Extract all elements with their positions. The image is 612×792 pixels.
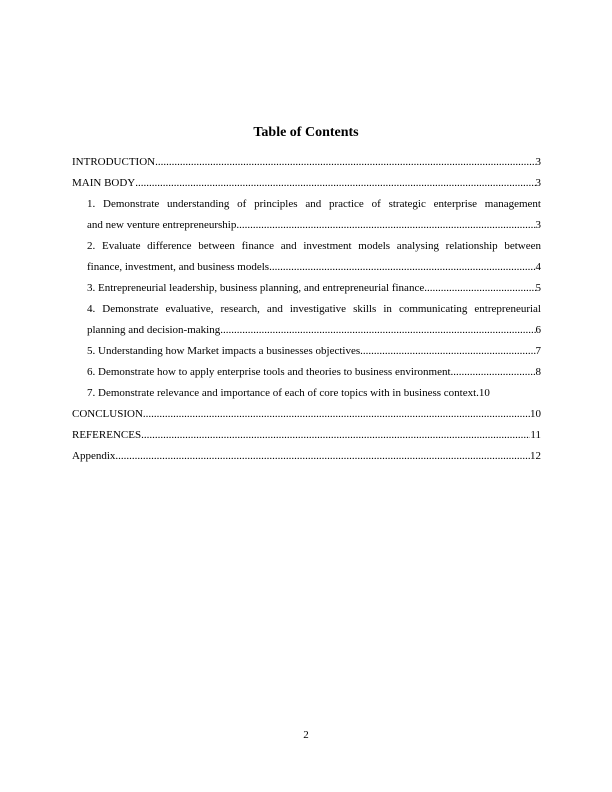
- toc-entry-label: 5. Understanding how Market impacts a businesses objectives: [87, 345, 361, 357]
- toc-page-number: 4: [535, 261, 541, 273]
- toc-page-number: 3: [535, 219, 541, 231]
- toc-entry-references[interactable]: [72, 425, 541, 446]
- toc-entry-label: CONCLUSION: [72, 408, 143, 420]
- toc-page-number: 7: [535, 345, 541, 357]
- toc-entry-line: 1. Demonstrate understanding of principles and practice of strategic enterprise management: [87, 198, 541, 210]
- toc-entry-line: 2. Evaluate difference between finance and investment models analysing relationship between: [87, 240, 541, 252]
- toc-page-number: 11: [530, 429, 541, 441]
- toc-page-number: 5: [535, 282, 541, 294]
- toc-entry-label: Appendix: [72, 450, 116, 462]
- page-number-footer: 2: [303, 729, 309, 741]
- toc-entry-label: INTRODUCTION: [72, 156, 156, 168]
- toc-entry-section-1[interactable]: [72, 194, 541, 236]
- toc-entry-section-4[interactable]: [72, 299, 541, 341]
- toc-entry-section-2[interactable]: [72, 236, 541, 278]
- leader-dots: [141, 425, 530, 446]
- toc-entry-section-7[interactable]: [72, 383, 541, 404]
- toc-entry-label: 6. Demonstrate how to apply enterprise tools and theories to business environment: [87, 366, 451, 378]
- toc-entry-section-5[interactable]: [72, 341, 541, 362]
- toc-entry-conclusion[interactable]: [72, 404, 541, 425]
- table-of-contents: [72, 152, 541, 467]
- toc-title: Table of Contents: [253, 125, 359, 140]
- toc-entry-main-body[interactable]: [72, 173, 541, 194]
- leader-dots: [451, 362, 536, 383]
- toc-page-number: 10: [530, 408, 541, 420]
- toc-entry-section-6[interactable]: [72, 362, 541, 383]
- leader-dots: [115, 446, 530, 467]
- leader-dots: [220, 320, 535, 341]
- toc-entry-label: and new venture entrepreneurship: [87, 219, 237, 231]
- toc-page-number: 3: [535, 177, 541, 189]
- toc-entry-line: 4. Demonstrate evaluative, research, and investigative skills in communicating entrepreneurial: [87, 303, 541, 315]
- leader-dots: [269, 257, 535, 278]
- toc-entry-label: REFERENCES: [72, 429, 142, 441]
- toc-page-number: 12: [530, 450, 541, 462]
- toc-entry-introduction[interactable]: [72, 152, 541, 173]
- toc-entry-appendix[interactable]: [72, 446, 541, 467]
- toc-entry-section-3[interactable]: [72, 278, 541, 299]
- toc-entry-label: MAIN BODY: [72, 177, 136, 189]
- leader-dots: [360, 341, 535, 362]
- leader-dots: [424, 278, 535, 299]
- leader-dots: [236, 215, 535, 236]
- toc-entry-label: planning and decision-making: [87, 324, 221, 336]
- toc-page-number: 3: [535, 156, 541, 168]
- toc-entry-label: 7. Demonstrate relevance and importance of each of core topics with in business context.: [87, 387, 479, 399]
- leader-dots: [135, 173, 535, 194]
- toc-page-number: 8: [535, 366, 541, 378]
- toc-entry-label: finance, investment, and business models: [87, 261, 270, 273]
- leader-dots: [143, 404, 530, 425]
- toc-page-number: 10: [478, 387, 490, 399]
- leader-dots: [155, 152, 535, 173]
- toc-page-number: 6: [535, 324, 541, 336]
- toc-entry-label: 3. Entrepreneurial leadership, business planning, and entrepreneurial finance: [87, 282, 425, 294]
